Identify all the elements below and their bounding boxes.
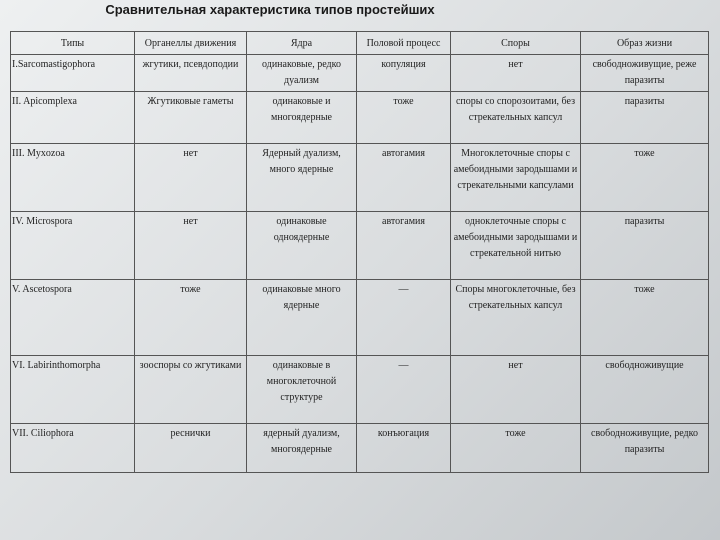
table-row bbox=[11, 212, 709, 280]
table-row bbox=[11, 144, 709, 212]
table-row bbox=[11, 424, 709, 473]
cell-spores: нет bbox=[451, 55, 581, 92]
cell-sexual-process: — bbox=[357, 356, 451, 424]
cell-type: VI. Labirinthomorpha bbox=[11, 356, 135, 424]
cell-sexual-process: тоже bbox=[357, 92, 451, 144]
header-organelles: Органеллы движения bbox=[135, 32, 247, 55]
cell-sexual-process: копуляция bbox=[357, 55, 451, 92]
cell-type: III. Myxozoa bbox=[11, 144, 135, 212]
header-nuclei: Ядра bbox=[247, 32, 357, 55]
cell-nuclei: Ядерный дуализм, много ядерные bbox=[247, 144, 357, 212]
header-types: Типы bbox=[11, 32, 135, 55]
cell-sexual-process: конъюгация bbox=[357, 424, 451, 473]
cell-organelles: нет bbox=[135, 144, 247, 212]
cell-type: IV. Microspora bbox=[11, 212, 135, 280]
protozoa-comparison-table bbox=[10, 31, 709, 473]
cell-nuclei: одинаковые и многоядерные bbox=[247, 92, 357, 144]
cell-organelles: тоже bbox=[135, 280, 247, 356]
cell-spores: нет bbox=[451, 356, 581, 424]
cell-spores: споры со спорозоитами, без стрекательных капсул bbox=[451, 92, 581, 144]
slide-title: Сравнительная характеристика типов простейших bbox=[105, 2, 435, 17]
table-row bbox=[11, 55, 709, 92]
cell-organelles: жгутики, псевдоподии bbox=[135, 55, 247, 92]
cell-sexual-process: автогамия bbox=[357, 212, 451, 280]
cell-type: V. Ascetospora bbox=[11, 280, 135, 356]
cell-organelles: нет bbox=[135, 212, 247, 280]
header-spores: Споры bbox=[451, 32, 581, 55]
cell-organelles: зооспоры со жгутиками bbox=[135, 356, 247, 424]
cell-type: VII. Ciliophora bbox=[11, 424, 135, 473]
cell-lifestyle: тоже bbox=[581, 280, 709, 356]
cell-type: I.Sarcomastigophora bbox=[11, 55, 135, 92]
table-row bbox=[11, 280, 709, 356]
cell-organelles: реснички bbox=[135, 424, 247, 473]
cell-sexual-process: — bbox=[357, 280, 451, 356]
header-sexual-process: Половой процесс bbox=[357, 32, 451, 55]
cell-nuclei: ядерный дуализм, многоядерные bbox=[247, 424, 357, 473]
cell-type: II. Apicomplexa bbox=[11, 92, 135, 144]
cell-sexual-process: автогамия bbox=[357, 144, 451, 212]
table-row bbox=[11, 356, 709, 424]
cell-organelles: Жгутиковые гаметы bbox=[135, 92, 247, 144]
cell-lifestyle: свободноживущие, редко паразиты bbox=[581, 424, 709, 473]
header-lifestyle: Образ жизни bbox=[581, 32, 709, 55]
cell-spores: тоже bbox=[451, 424, 581, 473]
cell-lifestyle: свободноживущие, реже паразиты bbox=[581, 55, 709, 92]
cell-spores: Споры многоклеточные, без стрекательных капсул bbox=[451, 280, 581, 356]
cell-spores: одноклеточные споры с амебоидными зародышами и стрекательной нитью bbox=[451, 212, 581, 280]
cell-nuclei: одинаковые, редко дуализм bbox=[247, 55, 357, 92]
table-header-row bbox=[11, 32, 709, 55]
cell-spores: Многоклеточные споры с амебоидными зародышами и стрекательными капсулами bbox=[451, 144, 581, 212]
cell-nuclei: одинаковые в многоклеточной структуре bbox=[247, 356, 357, 424]
cell-nuclei: одинаковые много ядерные bbox=[247, 280, 357, 356]
cell-lifestyle: тоже bbox=[581, 144, 709, 212]
cell-nuclei: одинаковые одноядерные bbox=[247, 212, 357, 280]
table-row bbox=[11, 92, 709, 144]
cell-lifestyle: паразиты bbox=[581, 212, 709, 280]
cell-lifestyle: паразиты bbox=[581, 92, 709, 144]
cell-lifestyle: свободноживущие bbox=[581, 356, 709, 424]
